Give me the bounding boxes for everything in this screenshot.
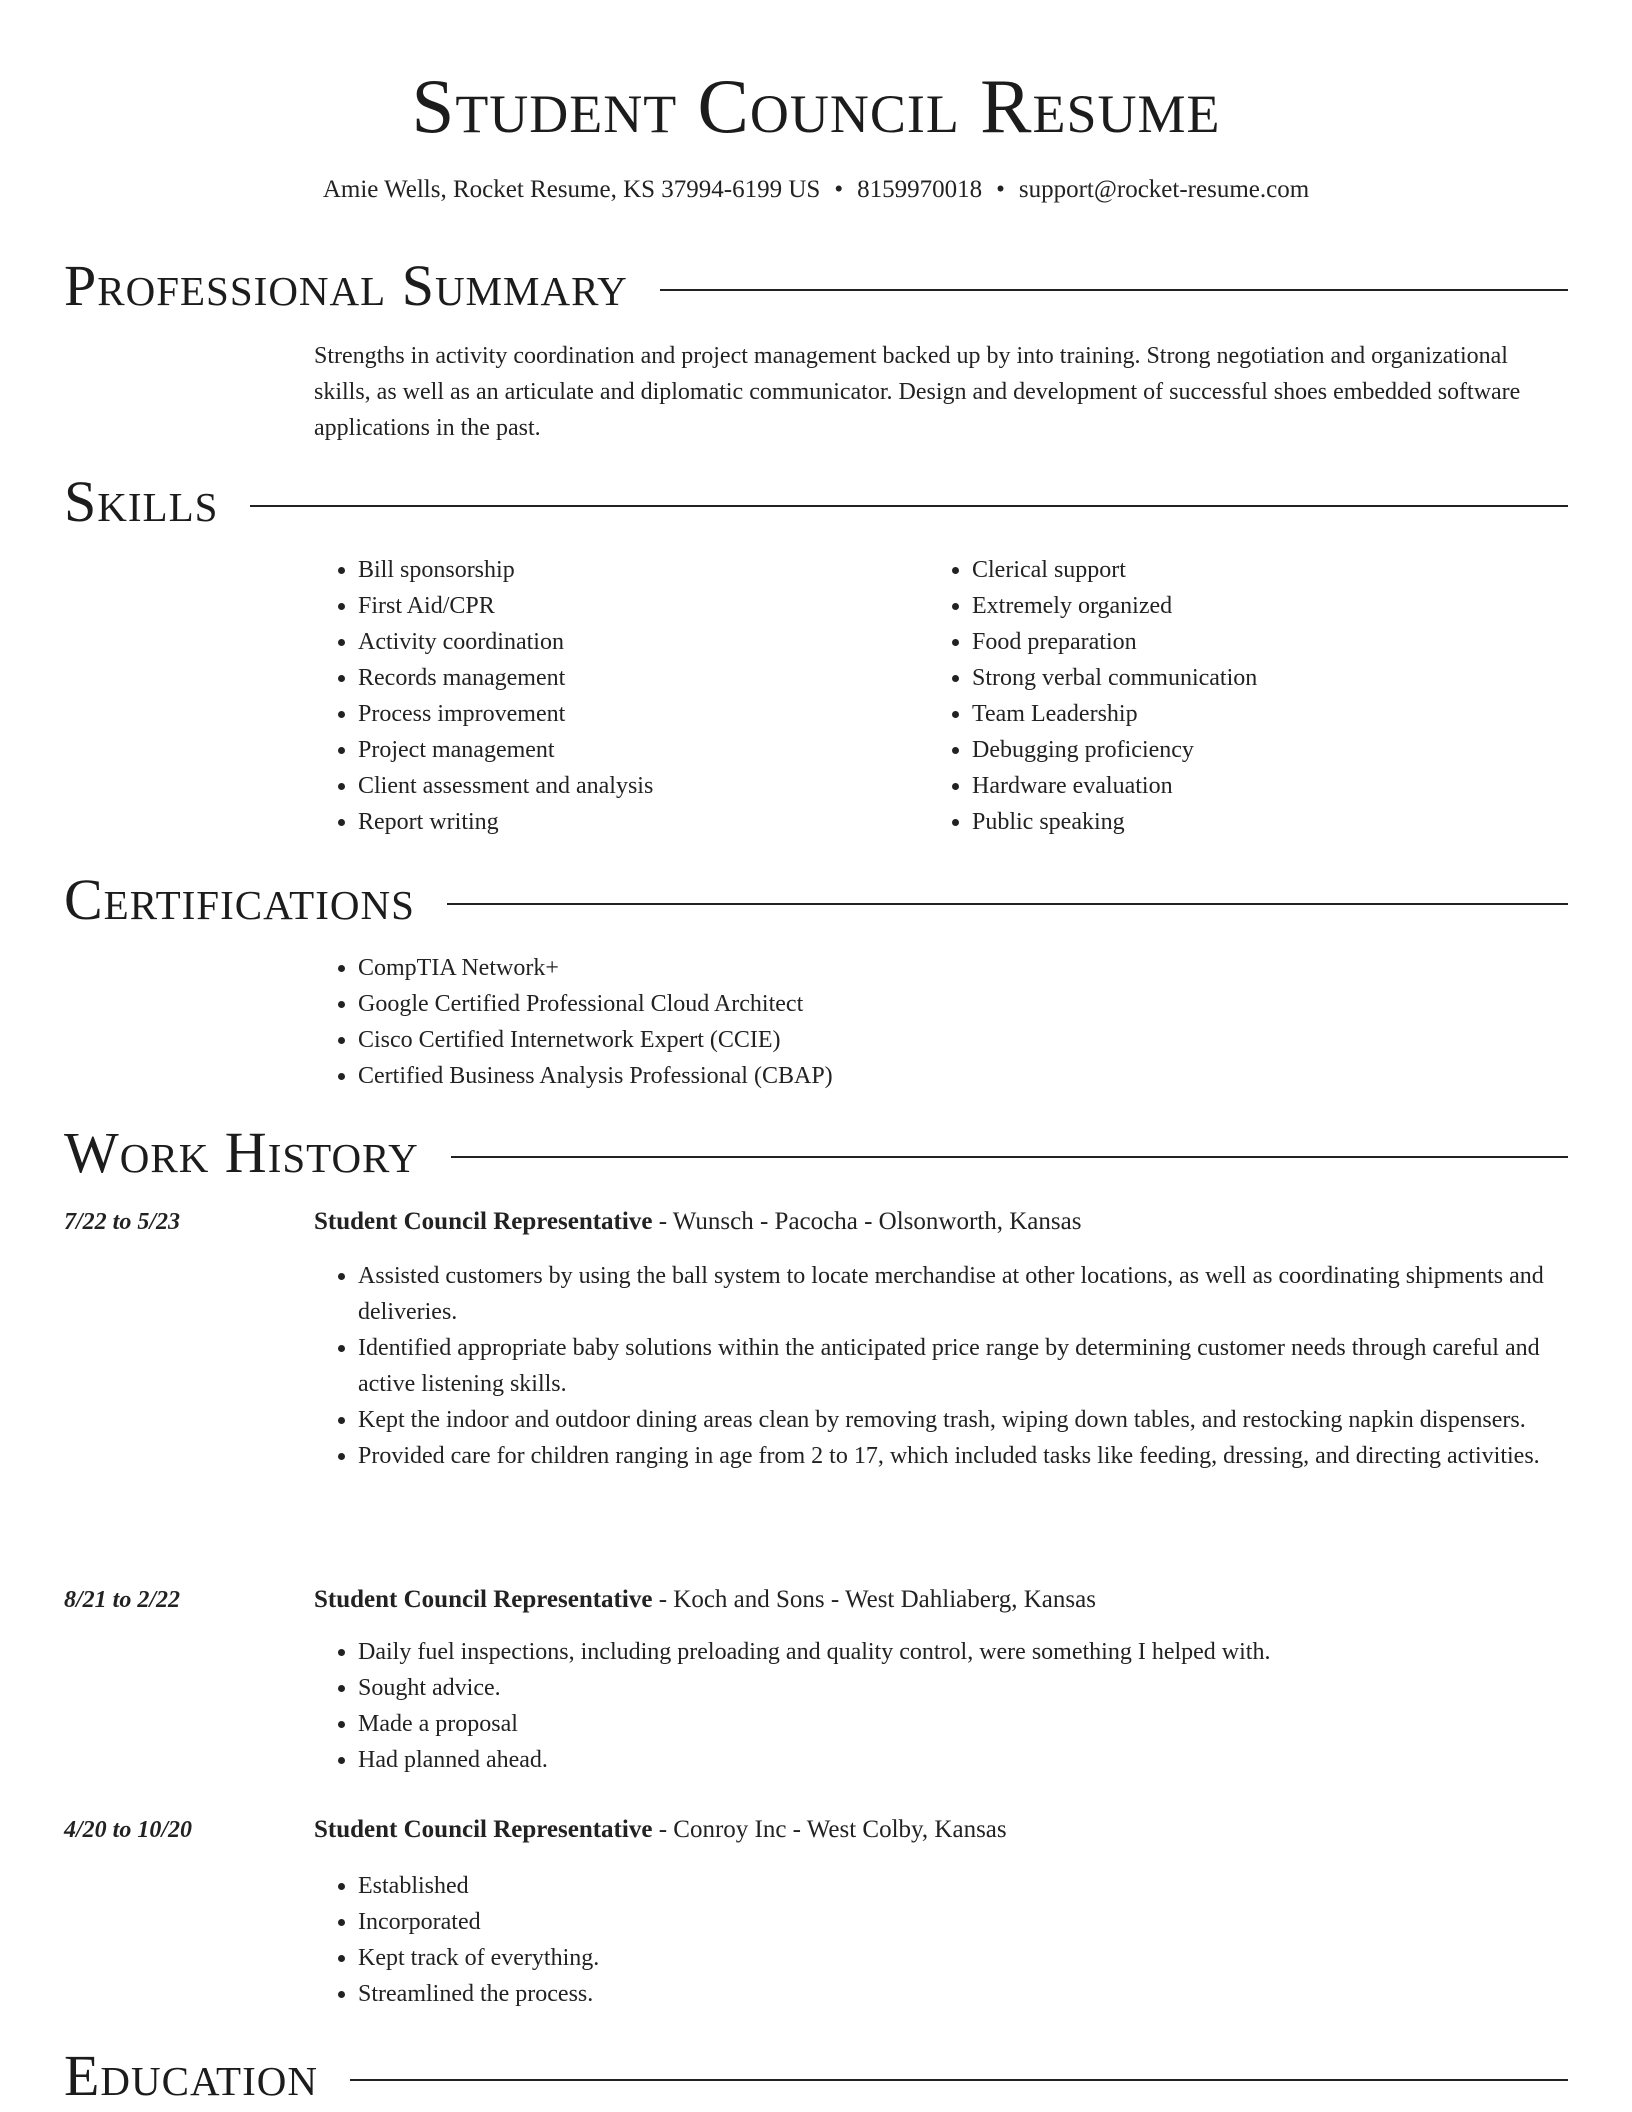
skill-item: • Project management [358,732,918,768]
skill-item: • Strong verbal communication [972,660,1572,696]
section-divider [451,1156,1568,1158]
job-company: - Conroy Inc - West Colby, Kansas [652,1816,1007,1843]
certification-item: • Certified Business Analysis Professional (CBAP) [358,1058,1558,1094]
skill-item: • Report writing [358,804,918,840]
skill-item: • Activity coordination [358,624,918,660]
job-duty-item: • Assisted customers by using the ball system to locate merchandise at other locations, as well as coordinating shipments and deliveries. [358,1258,1588,1330]
job-duty-item: • Had planned ahead. [358,1742,1588,1778]
section-header-work-history [64,1121,1568,1185]
job-company: - Wunsch - Pacocha - Olsonworth, Kansas [652,1208,1082,1235]
section-header-skills [64,470,1568,534]
skill-item: • Extremely organized [972,588,1572,624]
summary-text: Strengths in activity coordination and project management backed up by into training. Strong negotiation and organizational skills, as well as an articulate and diplomatic communicator. Design and development of successful shoes embedded software applications in the past. [314,343,1521,441]
contact-phone: 8159970018 [857,176,983,203]
job-duty-item: • Made a proposal [358,1706,1588,1742]
section-header-certifications [64,868,1568,932]
section-divider [350,2079,1568,2081]
job-duty-item: • Sought advice. [358,1670,1588,1706]
skills-list-left [314,552,918,840]
skill-item: • Public speaking [972,804,1572,840]
job-duty-item: • Kept the indoor and outdoor dining areas clean by removing trash, wiping down tables, and restocking napkin dispensers. [358,1402,1588,1438]
job-title: Student Council Representative [314,1586,653,1613]
contact-email: support@rocket-resume.com [1018,176,1310,203]
job-heading [314,1582,1096,1618]
skill-item: • Clerical support [972,552,1572,588]
job-dates: 8/21 to 2/22 [64,1587,181,1613]
job-duty-item: • Kept track of everything. [358,1940,1588,1976]
job-company: - Koch and Sons - West Dahliaberg, Kansas [652,1586,1096,1613]
job-duty-item: • Provided care for children ranging in age from 2 to 17, which included tasks like feeding, dressing, and directing activities. [358,1438,1588,1474]
section-title-certifications: Certifications [64,867,415,932]
job-title: Student Council Representative [314,1816,653,1843]
section-title-education: Education [64,2043,318,2108]
job-heading [314,1204,1081,1240]
job-duty-item: • Identified appropriate baby solutions within the anticipated price range by determining customer needs through careful and active listening skills. [358,1330,1588,1402]
skill-item: • First Aid/CPR [358,588,918,624]
contact-address: Amie Wells, Rocket Resume, KS 37994-6199 US [322,176,821,203]
section-divider [250,505,1568,507]
section-title-summary: Professional Summary [64,253,628,318]
job-duty-item: • Incorporated [358,1904,1588,1940]
job-duties-list [314,1868,1588,2012]
section-header-education [64,2044,1568,2108]
job-duties-list [314,1258,1588,1474]
certifications-list [314,950,1558,1094]
skill-item: • Client assessment and analysis [358,768,918,804]
skill-item: • Debugging proficiency [972,732,1572,768]
contact-separator: • [996,176,1005,203]
skill-item: • Records management [358,660,918,696]
skill-item: • Hardware evaluation [972,768,1572,804]
contact-line [0,172,1632,208]
job-title: Student Council Representative [314,1208,653,1235]
job-dates: 7/22 to 5/23 [64,1209,181,1235]
contact-separator: • [834,176,844,203]
section-title-work-history: Work History [64,1120,419,1185]
certification-item: • Cisco Certified Internetwork Expert (CCIE) [358,1022,1558,1058]
skill-item: • Process improvement [358,696,918,732]
section-title-skills: Skills [64,469,219,534]
job-dates: 4/20 to 10/20 [64,1817,193,1843]
section-divider [660,289,1568,291]
job-duty-item: • Daily fuel inspections, including preloading and quality control, were something I helped with. [358,1634,1588,1670]
skill-item: • Team Leadership [972,696,1572,732]
skill-item: • Bill sponsorship [358,552,918,588]
job-duty-item: • Streamlined the process. [358,1976,1588,2012]
job-heading [314,1812,1007,1848]
job-duty-item: • Established [358,1868,1588,1904]
section-divider [447,903,1568,905]
certification-item: • Google Certified Professional Cloud Architect [358,986,1558,1022]
certification-item: • CompTIA Network+ [358,950,1558,986]
skill-item: • Food preparation [972,624,1572,660]
resume-title: Student Council Resume [411,63,1221,149]
job-duties-list [314,1634,1588,1778]
section-header-summary [64,254,1568,318]
skills-list-right [928,552,1572,840]
